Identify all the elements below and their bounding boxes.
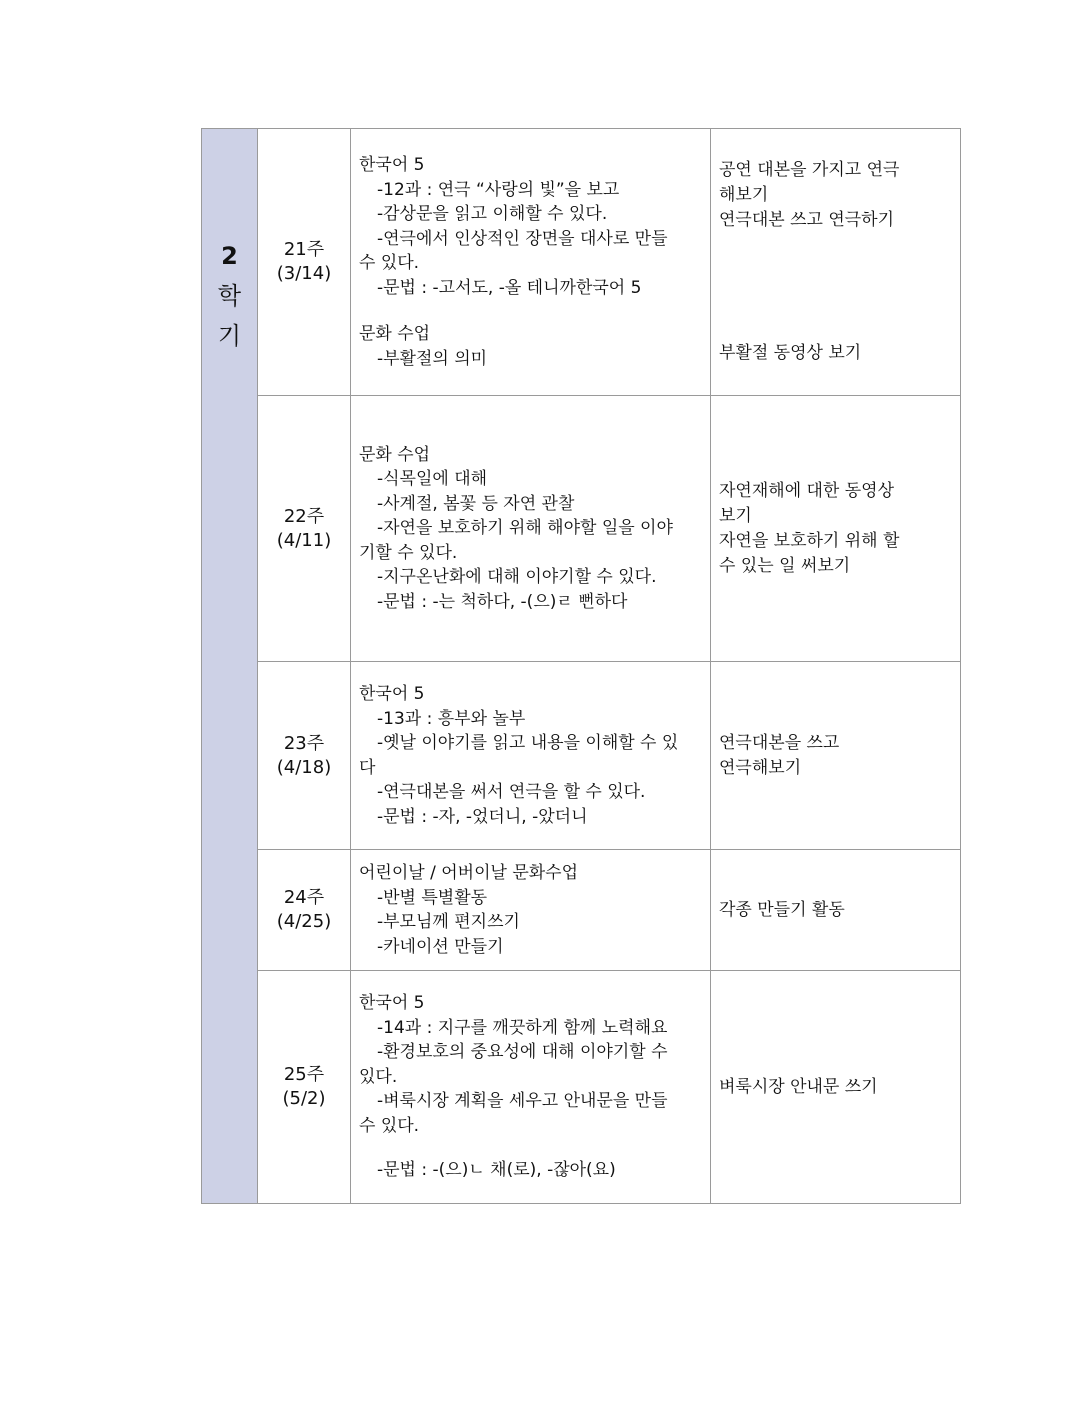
- content-line: 문화 수업: [359, 324, 431, 344]
- week-cell: [258, 662, 351, 850]
- week-cell: [258, 396, 351, 662]
- activity-line: 해보기: [719, 185, 769, 205]
- content-line: 어린이날 / 어버이날 문화수업: [359, 863, 579, 883]
- content-line: 수 있다.: [359, 253, 420, 273]
- content-line: -옛날 이야기를 읽고 내용을 이해할 수 있: [377, 733, 679, 753]
- content-line: 문화 수업: [359, 444, 431, 465]
- spacer: [719, 233, 952, 341]
- content-line: 다: [359, 757, 376, 778]
- content-cell: [351, 850, 711, 971]
- activity-cell: [711, 662, 961, 850]
- content-line: -사계절, 봄꽃 등 자연 관찰: [377, 493, 575, 514]
- semester-label: [202, 129, 257, 356]
- content-line: -자연을 보호하기 위해 해야할 일을 이야: [377, 518, 673, 539]
- week-date: (5/2): [282, 1088, 326, 1109]
- activity-line: 연극대본을 쓰고: [719, 732, 840, 753]
- activity-line: 연극대본 쓰고 연극하기: [719, 210, 895, 230]
- content-line: 한국어 5: [359, 684, 425, 704]
- content-cell: [351, 129, 711, 396]
- activity-line: 공연 대본을 가지고 연극: [719, 160, 900, 180]
- activity-cell: [711, 396, 961, 662]
- content-line: -14과 : 지구를 깨끗하게 함께 노력해요: [377, 1017, 668, 1038]
- activity-line: 수 있는 일 써보기: [719, 555, 851, 576]
- content-line: -환경보호의 중요성에 대해 이야기할 수: [377, 1042, 668, 1063]
- content-cell: [351, 396, 711, 662]
- content-line: -문법 : -고서도, -올 테니까한국어 5: [377, 277, 642, 298]
- table-row: [202, 396, 961, 662]
- table-row: [202, 129, 961, 396]
- table-row: [202, 971, 961, 1204]
- content-line: -12과 : 연극 “사랑의 빛”을 보고: [377, 179, 620, 200]
- activity-line: 부활절 동영상 보기: [719, 343, 862, 363]
- content-line: 있다.: [359, 1066, 398, 1087]
- week-label: 25주: [283, 1064, 325, 1085]
- content-line: -감상문을 읽고 이해할 수 있다.: [377, 204, 608, 224]
- spacer: [359, 300, 702, 322]
- week-label: 21주: [283, 239, 325, 260]
- week-cell: [258, 129, 351, 396]
- semester-char: 학: [217, 282, 242, 310]
- week-date: (3/14): [276, 263, 332, 284]
- content-line: -카네이션 만들기: [377, 936, 504, 957]
- content-line: 기할 수 있다.: [359, 542, 458, 563]
- week-cell: [258, 971, 351, 1204]
- content-line: 한국어 5: [359, 155, 425, 175]
- activity-cell: [711, 850, 961, 971]
- content-cell: [351, 971, 711, 1204]
- week-label: 23주: [283, 732, 325, 754]
- activity-cell: [711, 971, 961, 1204]
- semester-number: 2: [221, 242, 238, 270]
- curriculum-sheet: [201, 128, 961, 1204]
- content-line: 수 있다.: [359, 1115, 420, 1136]
- content-line: -지구온난화에 대해 이야기할 수 있다.: [377, 567, 657, 588]
- content-line: 한국어 5: [359, 993, 425, 1014]
- activity-line: 자연재해에 대한 동영상: [719, 480, 895, 501]
- week-label: 22주: [283, 505, 325, 527]
- activity-cell: [711, 129, 961, 396]
- content-cell: [351, 662, 711, 850]
- table-row: [202, 662, 961, 850]
- content-line: -연극에서 인상적인 장면을 대사로 만들: [377, 228, 668, 249]
- content-line: -문법 : -는 척하다, -(으)ㄹ 뻔하다: [377, 591, 628, 612]
- activity-line: 연극해보기: [719, 757, 802, 778]
- table-row: [202, 850, 961, 971]
- content-line: -문법 : -자, -었더니, -았더니: [377, 806, 588, 827]
- content-line: -식목일에 대해: [377, 469, 488, 490]
- week-date: (4/25): [276, 911, 332, 932]
- week-label: 24주: [283, 887, 325, 908]
- activity-line: 자연을 보호하기 위해 할: [719, 530, 900, 551]
- semester-char: 기: [217, 322, 242, 350]
- content-line: -부모님께 편지쓰기: [377, 912, 520, 932]
- activity-line: 각종 만들기 활동: [719, 899, 845, 920]
- week-cell: [258, 850, 351, 971]
- content-line: -연극대본을 써서 연극을 할 수 있다.: [377, 782, 646, 802]
- content-line: -문법 : -(으)ㄴ 채(로), -잖아(요): [377, 1160, 616, 1181]
- content-line: -벼룩시장 계획을 세우고 안내문을 만들: [377, 1091, 668, 1112]
- spacer: [359, 1138, 702, 1158]
- content-line: -부활절의 의미: [377, 348, 488, 369]
- content-line: -13과 : 흥부와 놀부: [377, 708, 526, 729]
- activity-line: 보기: [719, 505, 752, 526]
- week-date: (4/11): [276, 529, 332, 551]
- activity-line: 벼룩시장 안내문 쓰기: [719, 1076, 878, 1097]
- content-line: -반별 특별활동: [377, 887, 488, 908]
- curriculum-table: [201, 128, 961, 1204]
- week-date: (4/18): [276, 756, 332, 778]
- semester-cell: [202, 129, 258, 1204]
